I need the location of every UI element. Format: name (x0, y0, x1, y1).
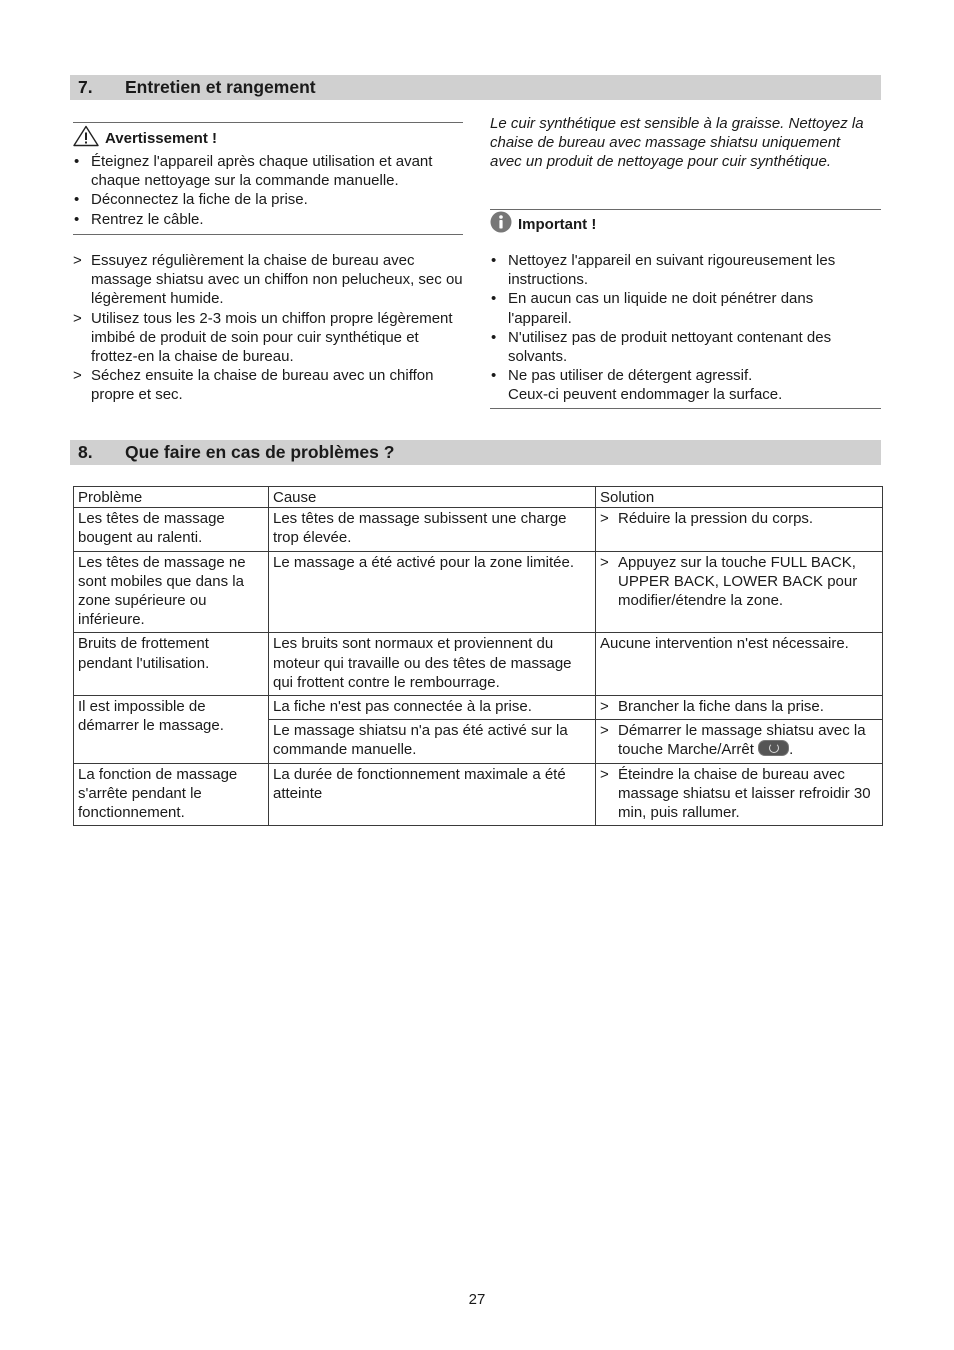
warning-triangle-icon (73, 125, 105, 152)
list-item: • En aucun cas un liquide ne doit pénétrer dans l'appareil. (490, 289, 881, 327)
warning-box (73, 122, 463, 235)
list-item: > Utilisez tous les 2-3 mois un chiffon propre légèrement imbibé de produit de soin pour cuir synthétique et frottez-en la chaise de bureau. (73, 309, 465, 367)
warning-title-text: Avertissement ! (105, 130, 217, 148)
warning-title (73, 128, 463, 150)
divider (73, 234, 463, 235)
important-title (490, 214, 881, 236)
cause-cell: La fiche n'est pas connectée à la prise. (269, 696, 596, 720)
synthetic-leather-note: Le cuir synthétique est sensible à la graisse. Nettoyez la chaise de bureau avec massage shiatsu uniquement avec un produit de nettoyage pour cuir synthétique. (490, 115, 864, 171)
table-header-row (74, 487, 883, 508)
solution-text: Appuyez sur la touche FULL BACK, UPPER BACK, LOWER BACK pour modifier/étendre la zone. (618, 553, 858, 610)
problem-cell: Il est impossible de démarrer le massage. (74, 696, 269, 764)
section-8-heading (70, 440, 881, 465)
column-header: Problème (74, 487, 269, 508)
list-item: • Rentrez le câble. (73, 210, 463, 229)
list-item: > Essuyez régulièrement la chaise de bureau avec massage shiatsu avec un chiffon non pelucheux, sec ou légèrement humide. (73, 251, 465, 309)
solution-text: Démarrer le massage shiatsu avec la touche Marche/Arrêt (618, 722, 866, 759)
section-title: Entretien et rangement (125, 77, 316, 97)
column-header: Solution (596, 487, 883, 508)
section-number: 7. (78, 77, 93, 97)
power-button-icon (758, 740, 789, 756)
solution-cell: > Démarrer le massage shiatsu avec la touche Marche/Arrêt . (596, 720, 883, 763)
table-row (74, 508, 883, 551)
solution-cell: > Éteindre la chaise de bureau avec massage shiatsu et laisser refroidir 30 min, puis rallumer. (596, 763, 883, 826)
page-number: 27 (468, 1291, 486, 1308)
list-item: • Éteignez l'appareil après chaque utilisation et avant chaque nettoyage sur la commande manuelle. (73, 152, 463, 190)
solution-suffix: . (789, 741, 794, 759)
problem-cell: Les têtes de massage ne sont mobiles que dans la zone supérieure ou inférieure. (74, 551, 269, 633)
important-title-text: Important ! (518, 216, 597, 234)
list-item: > Séchez ensuite la chaise de bureau avec un chiffon propre et sec. (73, 366, 465, 404)
section-title: Que faire en cas de problèmes ? (125, 442, 395, 462)
table-row (74, 696, 883, 720)
list-item: • N'utilisez pas de produit nettoyant contenant des solvants. (490, 328, 881, 366)
cause-cell: Le massage shiatsu n'a pas été activé sur la commande manuelle. (269, 720, 596, 763)
solution-text: Éteindre la chaise de bureau avec massage shiatsu et laisser refroidir 30 min, puis rallumer. (618, 765, 871, 822)
section-number: 8. (78, 442, 93, 462)
divider (490, 408, 881, 409)
cause-cell: Les têtes de massage subissent une charge trop élevée. (269, 508, 596, 551)
problem-cell: Les têtes de massage bougent au ralenti. (74, 508, 269, 551)
column-header: Cause (269, 487, 596, 508)
solution-cell: > Réduire la pression du corps. (596, 508, 883, 551)
table-row (74, 763, 883, 826)
solution-text: Réduire la pression du corps. (618, 510, 814, 528)
table-row (74, 633, 883, 696)
warning-list (73, 152, 463, 229)
important-list (490, 251, 881, 385)
solution-text: Brancher la fiche dans la prise. (618, 698, 824, 716)
cause-cell: Les bruits sont normaux et proviennent du moteur qui travaille ou des têtes de massage qui frottent contre le rembourrage. (269, 633, 596, 696)
problem-cell: La fonction de massage s'arrête pendant le fonctionnement. (74, 763, 269, 826)
section-7-heading (70, 75, 881, 100)
info-icon (490, 211, 518, 238)
troubleshooting-table (73, 486, 883, 826)
list-item-continuation: Ceux-ci peuvent endommager la surface. (508, 386, 783, 404)
cause-cell: Le massage a été activé pour la zone limitée. (269, 551, 596, 633)
solution-cell: > Brancher la fiche dans la prise. (596, 696, 883, 720)
solution-cell: > Appuyez sur la touche FULL BACK, UPPER BACK, LOWER BACK pour modifier/étendre la zone. (596, 551, 883, 633)
problem-cell: Bruits de frottement pendant l'utilisation. (74, 633, 269, 696)
cleaning-steps (73, 251, 465, 405)
important-box (490, 209, 881, 409)
list-item: • Nettoyez l'appareil en suivant rigoureusement les instructions. (490, 251, 881, 289)
table-row (74, 551, 883, 633)
list-item: • Déconnectez la fiche de la prise. (73, 190, 463, 209)
cause-cell: La durée de fonctionnement maximale a été atteinte (269, 763, 596, 826)
list-item: • Ne pas utiliser de détergent agressif. (490, 366, 881, 385)
solution-cell: Aucune intervention n'est nécessaire. (596, 633, 883, 696)
